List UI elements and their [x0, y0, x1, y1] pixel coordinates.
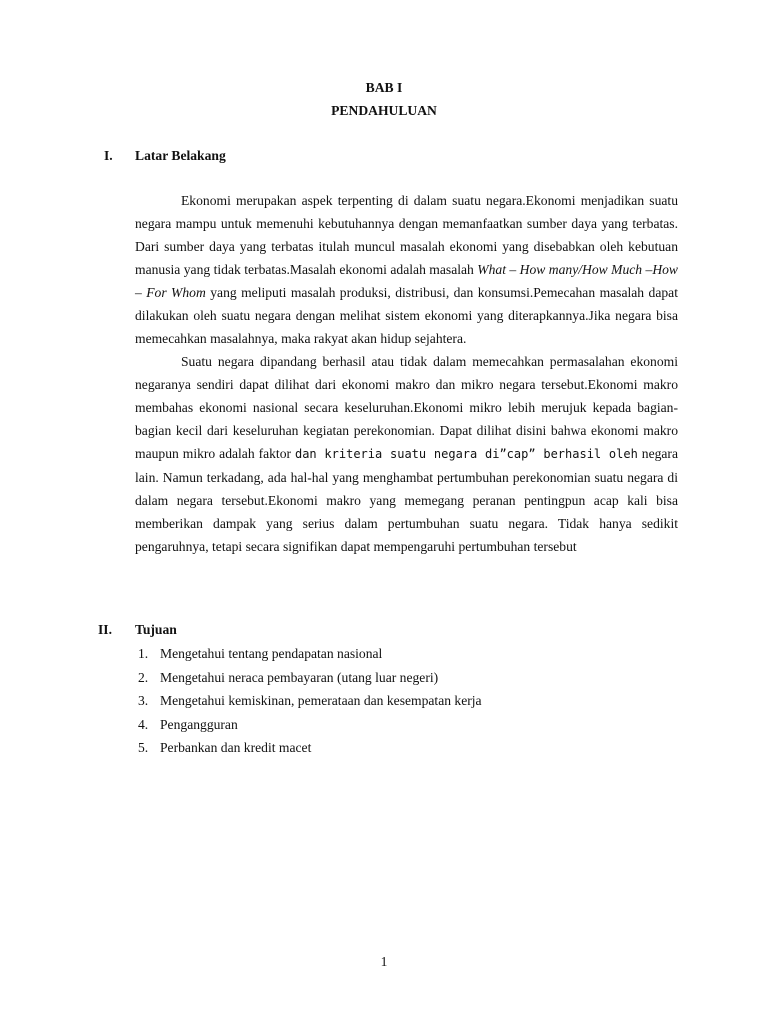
goal-item	[138, 713, 482, 737]
goal-item	[138, 689, 482, 713]
goal-list	[138, 642, 482, 760]
goal-item	[138, 642, 482, 666]
paragraph-2-text-a: Suatu negara dipandang berhasil atau tidak dalam memecahkan permasalahan ekonomi negaranya sendiri dapat dilihat dari ekonomi makro dan mikro negara tersebut.Ekonomi makro membahas ekonomi nasional secara keseluruhan.Ekonomi mikro lebih merujuk kepada bagian-bagian kecil dari keseluruhan kegiatan perekonomian. Dapat dilihat disini bahwa ekonomi makro maupun mikro adalah faktor	[135, 354, 678, 461]
goal-item-number: 2.	[138, 669, 149, 685]
goal-item	[138, 666, 482, 690]
goal-item-text: Mengetahui tentang pendapatan nasional	[160, 646, 383, 661]
paragraph-2	[135, 350, 678, 558]
goal-item-text: Pengangguran	[160, 716, 238, 732]
section-1-body	[135, 189, 678, 558]
paragraph-1-italic-text: What – How many/How Much –How – For Whom	[135, 262, 678, 300]
paragraph-1	[135, 189, 678, 350]
paragraph-2-mono-text: dan kriteria suatu negara di”cap” berhasil oleh	[294, 447, 638, 461]
chapter-title: PENDAHULUAN	[331, 103, 437, 118]
section-2-number: II.	[98, 622, 112, 637]
goal-item-text: Mengetahui neraca pembayaran (utang luar negeri)	[160, 669, 439, 685]
paragraph-2-text-b: negara lain. Namun terkadang, ada hal-hal yang menghambat pertumbuhan perekonomian suatu negara di dalam negara tersebut.Ekonomi makro yang memegang peranan pentingpun acap kali bisa memberikan dampak yang serius dalam pertumbuhan suatu negara. Tidak hanya sedikit pengaruhnya, tetapi secara signifikan dapat mempengaruhi pertumbuhan tersebut	[135, 446, 678, 554]
goal-item-number: 1.	[138, 646, 149, 661]
paragraph-1-text-b: yang meliputi masalah produksi, distribusi, dan konsumsi.Pemecahan masalah dapat dilakukan oleh suatu negara dengan melihat sistem ekonomi yang diterapkannya.Jika negara bisa memecahkan masalahnya, maka rakyat akan hidup sejahtera.	[135, 285, 678, 346]
goal-item-number: 4.	[138, 716, 149, 732]
section-1-title: Latar Belakang	[135, 148, 226, 163]
goal-item-text: Perbankan dan kredit macet	[160, 740, 312, 756]
section-2-title: Tujuan	[135, 622, 177, 637]
page-number: 1	[380, 954, 388, 969]
goal-item-text: Mengetahui kemiskinan, pemerataan dan kesempatan kerja	[160, 693, 482, 709]
goal-item-number: 3.	[138, 693, 149, 709]
goal-item-number: 5.	[138, 740, 149, 756]
section-1-number: I.	[104, 148, 113, 163]
paragraph-1-text-a: Ekonomi merupakan aspek terpenting di dalam suatu negara.Ekonomi menjadikan suatu negara mampu untuk memenuhi kebutuhannya dengan memanfaatkan sumber daya yang terbatas. Dari sumber daya yang terbatas itulah muncul masalah ekonomi yang disebabkan oleh kebutuan manusia yang tidak terbatas.Masalah ekonomi adalah masalah	[135, 193, 678, 277]
goal-item	[138, 736, 482, 760]
chapter-label: BAB I	[365, 80, 403, 95]
